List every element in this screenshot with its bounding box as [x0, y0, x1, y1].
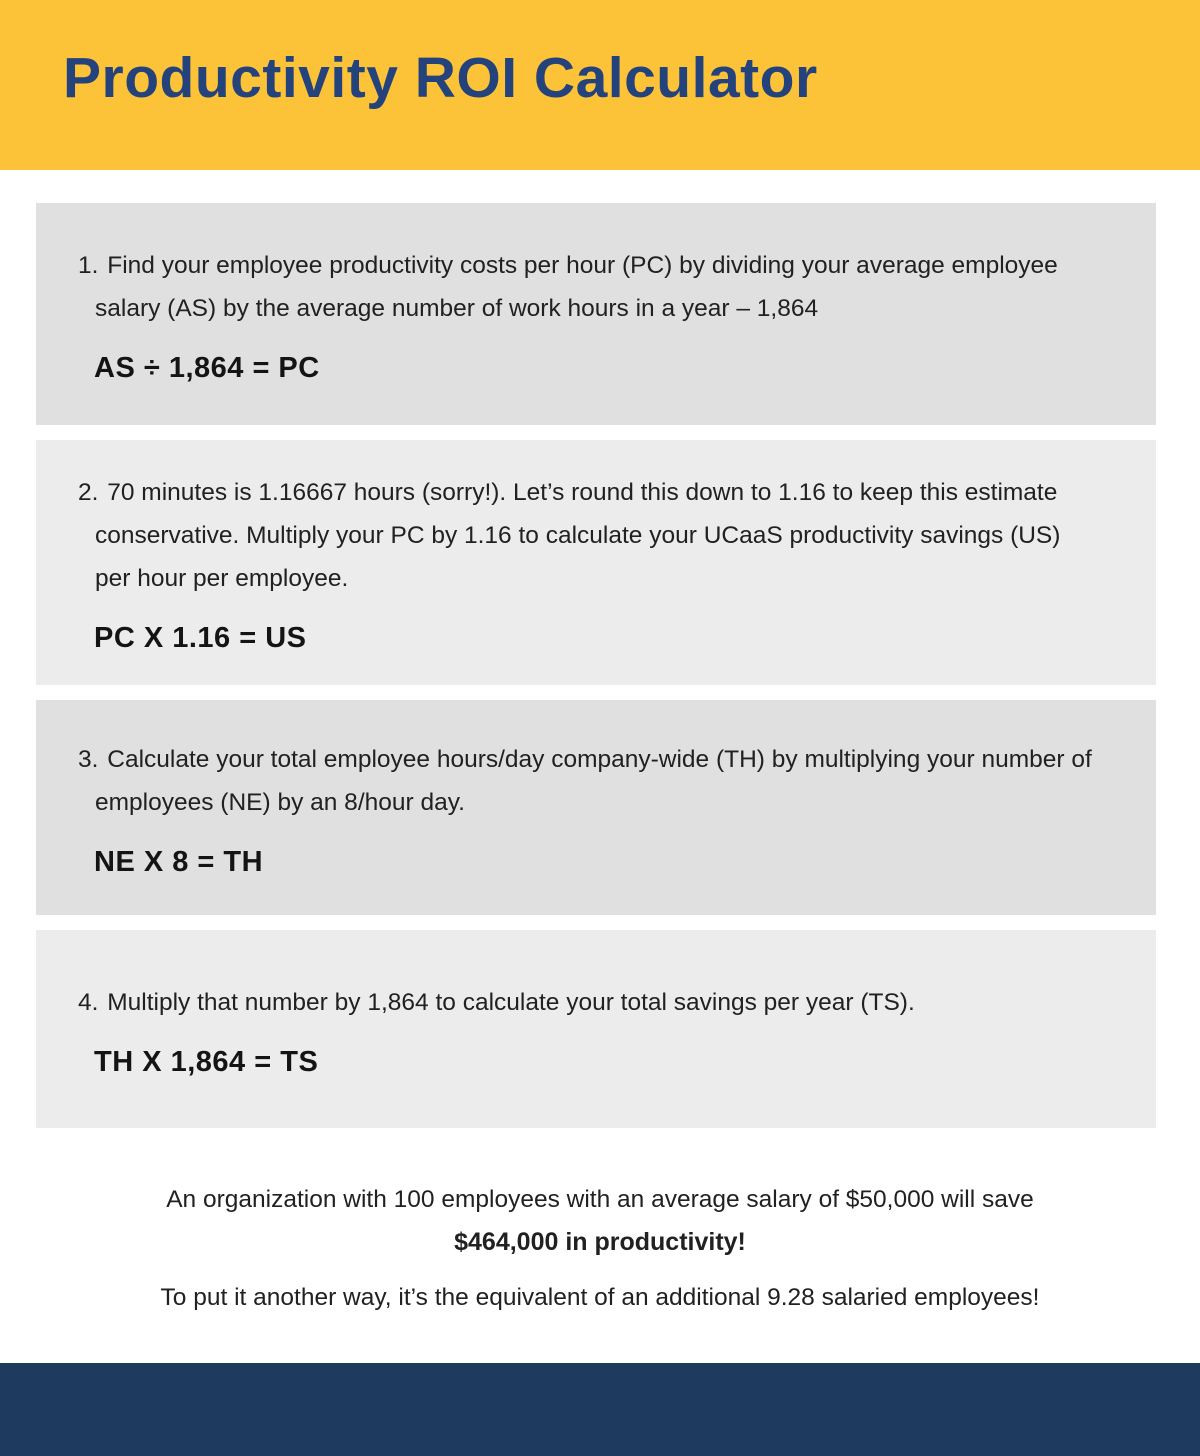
- step-card-2: [36, 440, 1156, 685]
- step-card-1: [36, 203, 1156, 425]
- step-4-text: [36, 981, 1156, 1024]
- step-4-number: 4.: [78, 988, 99, 1016]
- steps-section: [0, 170, 1200, 1319]
- header-banner: [0, 0, 1200, 170]
- step-3-description: Calculate your total employee hours/day company-wide (TH) by multiplying your number of employees (NE) by an 8/hour day.: [95, 745, 1092, 816]
- step-card-3: [36, 700, 1156, 915]
- summary-savings-highlight: $464,000 in productivity!: [454, 1228, 746, 1256]
- step-3-formula: NE X 8 = TH: [94, 845, 264, 878]
- step-2-text: [36, 471, 1156, 600]
- step-1-text: [36, 244, 1156, 330]
- step-4-description: Multiply that number by 1,864 to calculate your total savings per year (TS).: [107, 988, 915, 1016]
- footer-band: [0, 1363, 1200, 1456]
- step-3-number: 3.: [78, 745, 99, 773]
- summary-line-3: To put it another way, it’s the equivalent of an additional 9.28 salaried employees!: [160, 1284, 1040, 1311]
- step-1-formula: AS ÷ 1,864 = PC: [94, 352, 320, 384]
- step-2-formula: PC X 1.16 = US: [94, 622, 307, 654]
- summary-section: [0, 1178, 1200, 1319]
- step-4-formula: TH X 1,864 = TS: [94, 1045, 319, 1078]
- step-2-number: 2.: [78, 479, 99, 506]
- step-1-number: 1.: [78, 252, 99, 279]
- step-3-text: [36, 738, 1156, 824]
- step-1-description: Find your employee productivity costs per hour (PC) by dividing your average employee salary (AS) by the average number of work hours in a year – 1,864: [95, 252, 1058, 322]
- step-2-description: 70 minutes is 1.16667 hours (sorry!). Let’s round this down to 1.16 to keep this estimate conservative. Multiply your PC by 1.16 to calculate your UCaaS productivity savings (US) per hour per employee.: [95, 479, 1061, 592]
- summary-line-1: An organization with 100 employees with an average salary of $50,000 will save: [166, 1186, 1034, 1213]
- page-title: Productivity ROI Calculator: [63, 46, 818, 110]
- step-card-4: [36, 930, 1156, 1128]
